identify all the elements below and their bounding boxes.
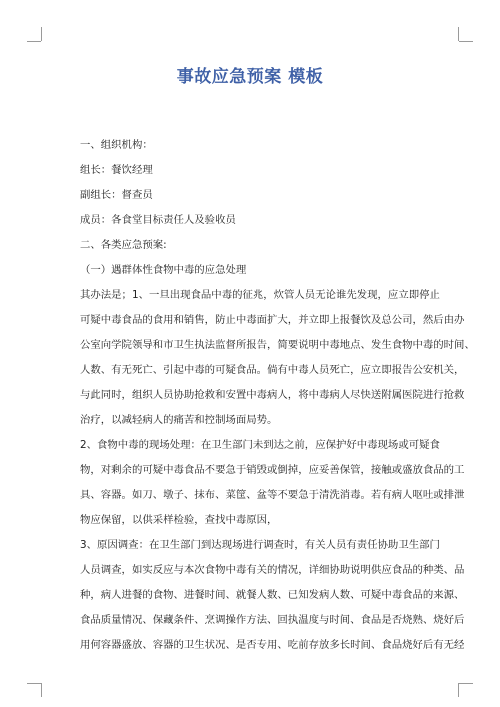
crop-mark-top-right-v xyxy=(458,27,459,41)
crop-mark-top-right-h xyxy=(459,41,473,42)
text-line: 用何容器盛放、容器的卫生状况、是否专用、吃前存放多长时间、食品烧好后有无经 xyxy=(80,639,465,651)
text-line: 成员：各食堂目标责任人及验收员 xyxy=(80,214,236,226)
crop-mark-bottom-right-h xyxy=(459,683,473,684)
text-line: 物应保留，以供采样检验，查找中毒原因， xyxy=(80,514,278,526)
crop-mark-top-left-h xyxy=(27,41,41,42)
text-line: 二、各类应急预案: xyxy=(80,239,167,251)
text-line: 组长：餐饮经理 xyxy=(80,164,153,176)
text-line: 可疑中毒食品的食用和销售，防止中毒面扩大，并立即上报餐饮及总公司，然后由办 xyxy=(80,314,465,326)
crop-mark-bottom-left-v xyxy=(41,683,42,697)
text-line: 与此同时，组织人员协助抢救和安置中毒病人，将中毒病人尽快送附属医院进行抢救 xyxy=(80,389,465,401)
text-line: 2、食物中毒的现场处理：在卫生部门未到达之前，应保护好中毒现场或可疑食 xyxy=(80,439,440,451)
text-line: 治疗，以减轻病人的痛苦和控制场面局势。 xyxy=(80,414,278,426)
crop-mark-bottom-right-v xyxy=(458,683,459,697)
text-line: 人数、有无死亡、引起中毒的可疑食品。倘有中毒人员死亡，应立即报告公安机关， xyxy=(80,364,465,376)
text-line: 一、组织机构： xyxy=(80,139,153,151)
page-title: 事故应急预案 模板 xyxy=(176,67,324,87)
text-line: 副组长：督查员 xyxy=(80,189,153,201)
crop-mark-top-left-v xyxy=(41,27,42,41)
text-line: 公室向学院领导和市卫生执法监督所报告，简要说明中毒地点、发生食物中毒的时间、 xyxy=(80,339,475,351)
text-line: 3、原因调查：在卫生部门到达现场进行调查时，有关人员有责任协助卫生部门 xyxy=(80,539,440,551)
text-line: （一）遇群体性食物中毒的应急处理 xyxy=(80,264,247,276)
text-line: 人员调查，如实反应与本次食物中毒有关的情况，详细协助说明供应食品的种类、品 xyxy=(80,564,465,576)
text-line: 食品质量情况、保藏条件、烹调操作方法、回执温度与时间、食品是否烧熟、烧好后 xyxy=(80,614,465,626)
text-line: 种，病人进餐的食物、进餐时间、就餐人数、已知发病人数、可疑中毒食品的来源、 xyxy=(80,589,465,601)
text-line: 其办法是；1、一旦出现食品中毒的征兆，炊管人员无论谁先发现，应立即停止 xyxy=(80,289,440,301)
text-line: 物，对剩余的可疑中毒食品不要急于销毁或倒掉，应妥善保管，接触或盛放食品的工 xyxy=(80,464,465,476)
crop-mark-bottom-left-h xyxy=(27,683,41,684)
text-line: 具、容器。如刀、墩子、抹布、菜筐、盆等不要急于清洗消毒。若有病人呕吐或排泄 xyxy=(80,489,465,501)
